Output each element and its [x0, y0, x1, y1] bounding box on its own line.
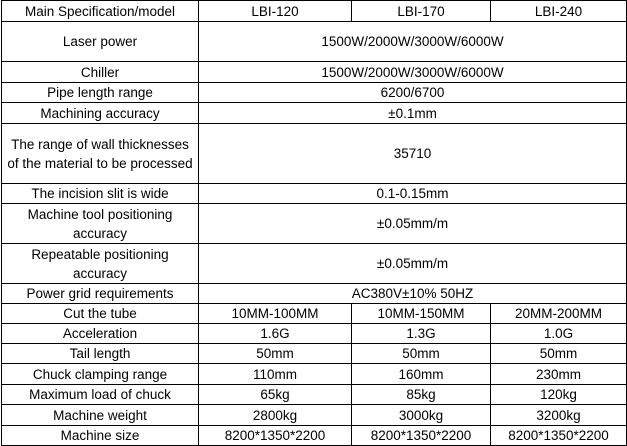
row-label: The incision slit is wide [2, 184, 199, 204]
cell-lbi-170: 1.3G [352, 324, 491, 344]
row-wall-thickness-range [2, 124, 627, 184]
cell-lbi-170: 160mm [352, 364, 491, 385]
cell-lbi-240: 20MM-200MM [491, 304, 627, 324]
cell-lbi-120: 65kg [199, 385, 352, 405]
row-value: 1500W/2000W/3000W/6000W [199, 62, 627, 83]
row-laser-power [2, 22, 627, 62]
row-label: Machine weight [2, 405, 199, 426]
row-value: 1500W/2000W/3000W/6000W [199, 22, 627, 62]
row-value: ±0.05mm/m [199, 204, 627, 244]
cell-lbi-170: 10MM-150MM [352, 304, 491, 324]
row-power-grid [2, 284, 627, 304]
row-label: Cut the tube [2, 304, 199, 324]
row-label: Pipe length range [2, 83, 199, 103]
cell-lbi-120: 1.6G [199, 324, 352, 344]
cell-lbi-240: 50mm [491, 344, 627, 364]
row-label: Machine size [2, 426, 199, 446]
row-label: Machine tool positioning accuracy [2, 204, 199, 244]
row-label: Repeatable positioning accuracy [2, 244, 199, 284]
row-pipe-length-range [2, 83, 627, 103]
row-label: Power grid requirements [2, 284, 199, 304]
model-lbi-120: LBI-120 [199, 1, 352, 22]
model-lbi-240: LBI-240 [491, 1, 627, 22]
row-label: Tail length [2, 344, 199, 364]
model-lbi-170: LBI-170 [352, 1, 491, 22]
row-label: The range of wall thicknesses of the material to be processed [2, 124, 199, 184]
row-label: Machining accuracy [2, 103, 199, 124]
row-value: AC380V±10% 50HZ [199, 284, 627, 304]
cell-lbi-170: 3000kg [352, 405, 491, 426]
row-label: Acceleration [2, 324, 199, 344]
cell-lbi-170: 50mm [352, 344, 491, 364]
row-value: 6200/6700 [199, 83, 627, 103]
cell-lbi-170: 85kg [352, 385, 491, 405]
row-chiller [2, 62, 627, 83]
header-label: Main Specification/model [2, 1, 199, 22]
cell-lbi-120: 2800kg [199, 405, 352, 426]
cell-lbi-120: 110mm [199, 364, 352, 385]
row-label: Maximum load of chuck [2, 385, 199, 405]
row-label: Chuck clamping range [2, 364, 199, 385]
row-positioning-accuracy [2, 204, 627, 244]
cell-lbi-120: 10MM-100MM [199, 304, 352, 324]
row-value: 35710 [199, 124, 627, 184]
spec-table [1, 0, 627, 446]
row-value: 0.1-0.15mm [199, 184, 627, 204]
cell-lbi-170: 8200*1350*2200 [352, 426, 491, 446]
cell-lbi-240: 8200*1350*2200 [491, 426, 627, 446]
row-label: Laser power [2, 22, 199, 62]
row-repeatable-positioning [2, 244, 627, 284]
row-cut-the-tube [2, 304, 627, 324]
row-value: ±0.1mm [199, 103, 627, 124]
row-label: Chiller [2, 62, 199, 83]
cell-lbi-240: 120kg [491, 385, 627, 405]
row-machine-size [2, 426, 627, 446]
row-machine-weight [2, 405, 627, 426]
cell-lbi-120: 50mm [199, 344, 352, 364]
row-incision-slit [2, 184, 627, 204]
row-value: ±0.05mm/m [199, 244, 627, 284]
cell-lbi-240: 3200kg [491, 405, 627, 426]
row-tail-length [2, 344, 627, 364]
header-row [2, 1, 627, 22]
row-acceleration [2, 324, 627, 344]
cell-lbi-120: 8200*1350*2200 [199, 426, 352, 446]
row-max-load-of-chuck [2, 385, 627, 405]
row-machining-accuracy [2, 103, 627, 124]
cell-lbi-240: 1.0G [491, 324, 627, 344]
cell-lbi-240: 230mm [491, 364, 627, 385]
row-chuck-clamping-range [2, 364, 627, 385]
